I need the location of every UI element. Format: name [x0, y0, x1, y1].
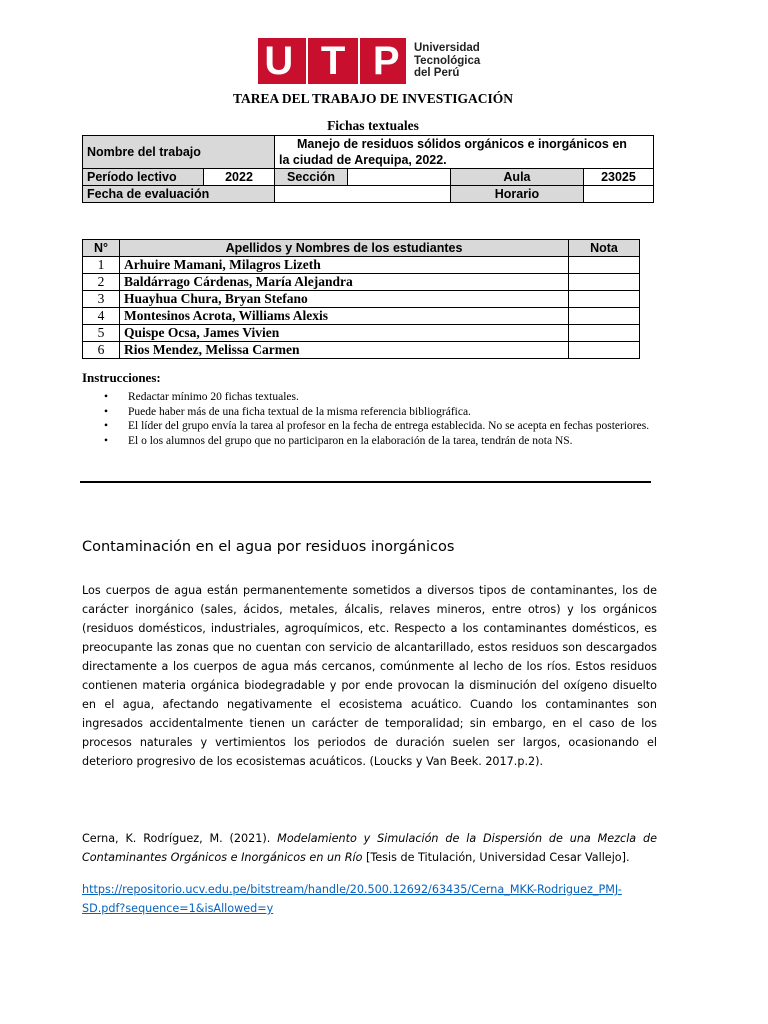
student-name: Montesinos Acrota, Williams Alexis: [120, 308, 569, 325]
logo-letter-p: P: [372, 39, 400, 83]
logo-wordmark: [414, 42, 480, 80]
student-number: 4: [83, 308, 120, 325]
student-number: 6: [83, 342, 120, 359]
nombre-value-line-2: la ciudad de Arequipa, 2022.: [279, 153, 447, 167]
table-row: [83, 186, 654, 203]
reference-title: Modelamiento y Simulación de la Dispersión de una Mezcla de Contaminantes Orgánicos e Inorgánicos en un Río: [82, 832, 657, 864]
nombre-label: Nombre del trabajo: [83, 136, 275, 169]
horario-value: [583, 186, 653, 203]
students-table: [82, 239, 640, 359]
student-name: Baldárrago Cárdenas, María Alejandra: [120, 274, 569, 291]
logo-line-2: Tecnológica: [414, 54, 481, 67]
logo-separator: [306, 38, 308, 84]
student-grade: [569, 274, 640, 291]
utp-logo: [258, 38, 480, 84]
bibliographic-reference: [82, 829, 657, 867]
logo-line-3: del Perú: [414, 67, 460, 80]
document-subtitle: Fichas textuales: [327, 118, 419, 133]
periodo-value: 2022: [204, 169, 275, 186]
reference-source: [Tesis de Titulación, Universidad Cesar Vallejo].: [362, 851, 630, 864]
student-grade: [569, 325, 640, 342]
horizontal-divider: [80, 481, 651, 483]
student-name: Huayhua Chura, Bryan Stefano: [120, 291, 569, 308]
logo-separator: [358, 38, 360, 84]
seccion-label: Sección: [275, 169, 348, 186]
nombre-value-line-1: Manejo de residuos sólidos orgánicos e inorgánicos en: [297, 137, 627, 151]
aula-value: 23025: [583, 169, 653, 186]
student-grade: [569, 291, 640, 308]
instruction-item: • El o los alumnos del grupo que no participaron en la elaboración de la tarea, tendrán de nota NS.: [82, 434, 662, 449]
header-grade: Nota: [569, 240, 640, 257]
student-name: Quispe Ocsa, James Vivien: [120, 325, 569, 342]
section-heading: Contaminación en el agua por residuos inorgánicos: [82, 539, 455, 555]
table-row: [83, 169, 654, 186]
table-row: [83, 274, 640, 291]
document-title: TAREA DEL TRABAJO DE INVESTIGACIÓN: [232, 91, 514, 106]
table-row: [83, 291, 640, 308]
student-number: 3: [83, 291, 120, 308]
table-row: [83, 308, 640, 325]
fecha-value: [275, 186, 451, 203]
student-grade: [569, 308, 640, 325]
fecha-label: Fecha de evaluación: [83, 186, 275, 203]
student-number: 5: [83, 325, 120, 342]
reference-authors: Cerna, K. Rodríguez, M. (2021).: [82, 832, 278, 845]
nombre-value: [275, 136, 654, 169]
student-number: 2: [83, 274, 120, 291]
instruction-item: • Redactar mínimo 20 fichas textuales.: [82, 390, 662, 405]
instruction-item: • Puede haber más de una ficha textual de la misma referencia bibliográfica.: [82, 405, 662, 420]
header-number: N°: [83, 240, 120, 257]
student-grade: [569, 257, 640, 274]
logo-letter-t: T: [320, 39, 346, 83]
seccion-value: [348, 169, 451, 186]
work-info-table: [82, 135, 654, 203]
student-number: 1: [83, 257, 120, 274]
logo-letter-u: U: [264, 39, 294, 83]
header-names: Apellidos y Nombres de los estudiantes: [120, 240, 569, 257]
student-name: Arhuire Mamani, Milagros Lizeth: [120, 257, 569, 274]
reference-link[interactable]: https://repositorio.ucv.edu.pe/bitstream/handle/20.500.12692/63435/Cerna_MKK-Rodriguez_PMJ-SD.pdf?sequence=1&isAllowed=y: [82, 883, 622, 915]
table-row: [83, 325, 640, 342]
table-row: [83, 136, 654, 169]
instruction-item: • El líder del grupo envía la tarea al profesor en la fecha de entrega establecida. No se acepta en fechas posteriores.: [82, 419, 662, 434]
table-row: [83, 342, 640, 359]
instructions-title: Instrucciones:: [82, 370, 161, 385]
logo-line-1: Universidad: [414, 42, 480, 55]
horario-label: Horario: [451, 186, 584, 203]
table-header-row: [83, 240, 640, 257]
instructions-list: [82, 390, 662, 448]
section-paragraph: Los cuerpos de agua están permanentemente sometidos a diversos tipos de contaminantes, los de carácter inorgánico (sales, ácidos, metales, álcalis, relaves mineros, entre otros) y los orgánicos (residuos domésticos, industriales, agroquímicos, etc. Respecto a los contaminantes domésticos, es preocupante las zonas que no cuentan con servicio de alcantarillado, estos residuos son descargados directamente a los cuerpos de agua más cercanos, comúnmente al lecho de los ríos. Estos residuos contienen materia orgánica biodegradable y por ende provocan la disminución del oxígeno disuelto en el agua, afectando negativamente el ecosistema acuático. Cuando los contaminantes son ingresados accidentalmente tienen un carácter de temporalidad; sin embargo, en el caso de los procesos naturales y vertimientos los periodos de duración suelen ser largos, ocasionando el deterioro progresivo de los ecosistemas acuáticos. (Loucks y Van Beek. 2017.p.2).: [82, 584, 657, 768]
student-grade: [569, 342, 640, 359]
student-name: Rios Mendez, Melissa Carmen: [120, 342, 569, 359]
table-row: [83, 257, 640, 274]
aula-label: Aula: [451, 169, 584, 186]
periodo-label: Período lectivo: [83, 169, 204, 186]
utp-logo-mark: [258, 38, 406, 84]
